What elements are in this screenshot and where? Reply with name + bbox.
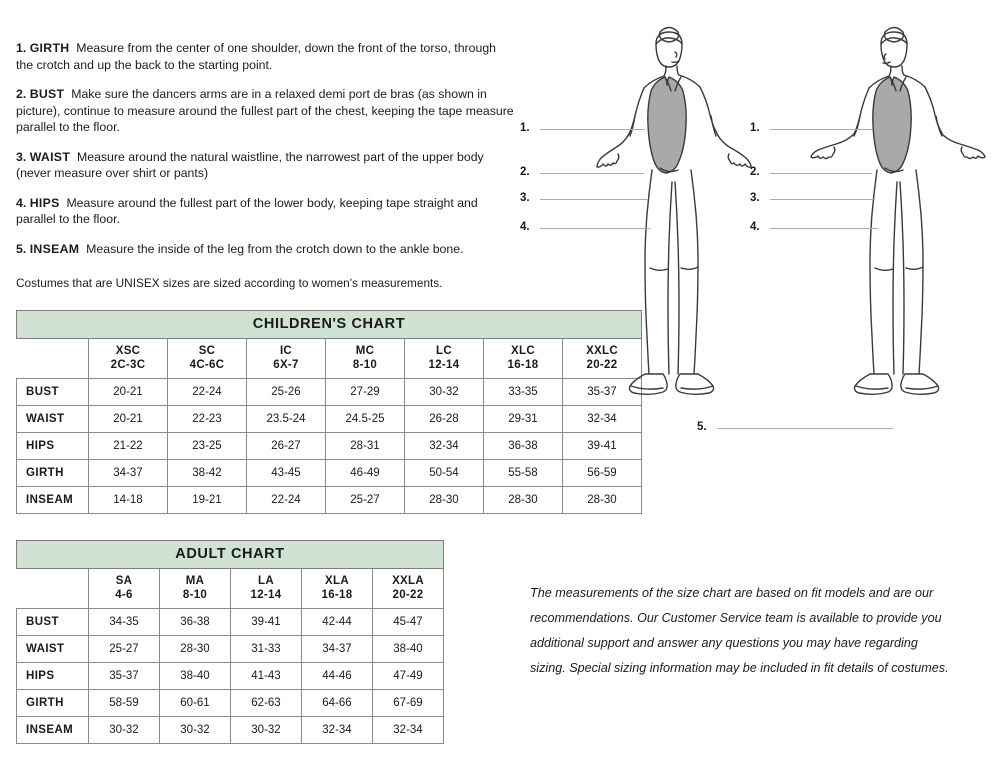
measurement-cell: 32-34 bbox=[373, 717, 444, 744]
callout-label-front-2: 2. bbox=[520, 166, 530, 178]
instruction-keyword: INSEAM bbox=[29, 241, 80, 256]
measurement-cell: 25-27 bbox=[89, 636, 160, 663]
measurement-cell: 35-37 bbox=[89, 663, 160, 690]
column-range: 4-6 bbox=[115, 588, 133, 601]
column-header bbox=[247, 339, 326, 379]
callout-line-back-4 bbox=[770, 228, 878, 229]
instruction-text: Measure around the fullest part of the lower body, keeping tape straight and parallel to the floor. bbox=[16, 195, 478, 227]
callout-label-front-4: 4. bbox=[520, 221, 530, 233]
instruction-item bbox=[16, 241, 516, 258]
instruction-text: Measure from the center of one shoulder, down the front of the torso, through the crotch and up the back to the starting point. bbox=[16, 41, 497, 72]
measurement-cell: 30-32 bbox=[89, 717, 160, 744]
callout-line-back-5 bbox=[717, 428, 893, 429]
column-range: 8-10 bbox=[182, 588, 208, 601]
measurement-cell: 41-43 bbox=[231, 663, 302, 690]
measurement-cell: 38-40 bbox=[160, 663, 231, 690]
callout-line-front-2 bbox=[540, 173, 644, 174]
measurement-cell: 28-31 bbox=[326, 433, 405, 460]
measurement-cell: 38-40 bbox=[373, 636, 444, 663]
measurement-cell: 30-32 bbox=[405, 379, 484, 406]
column-range: 2C-3C bbox=[110, 358, 146, 371]
measurement-cell: 22-24 bbox=[247, 487, 326, 514]
column-header bbox=[168, 339, 247, 379]
instruction-keyword: WAIST bbox=[29, 149, 71, 164]
row-label: INSEAM bbox=[17, 487, 89, 514]
measurement-cell: 30-32 bbox=[160, 717, 231, 744]
adult-chart-title: ADULT CHART bbox=[17, 541, 444, 569]
measurement-cell: 34-37 bbox=[89, 460, 168, 487]
column-range: 12-14 bbox=[428, 358, 460, 371]
measurement-cell: 28-30 bbox=[160, 636, 231, 663]
table-row bbox=[17, 663, 444, 690]
row-label: GIRTH bbox=[17, 690, 89, 717]
measurement-cell: 26-28 bbox=[405, 406, 484, 433]
callout-label-back-4: 4. bbox=[750, 221, 760, 233]
table-row bbox=[17, 487, 642, 514]
column-code: SA bbox=[115, 575, 133, 587]
measurement-cell: 20-21 bbox=[89, 406, 168, 433]
measurement-cell: 38-42 bbox=[168, 460, 247, 487]
column-header bbox=[373, 569, 444, 609]
chart-title-row bbox=[17, 541, 444, 569]
callout-line-back-2 bbox=[770, 173, 872, 174]
column-header bbox=[405, 339, 484, 379]
measurement-cell: 21-22 bbox=[89, 433, 168, 460]
instruction-number: 1. bbox=[16, 41, 27, 56]
callout-label-back-2: 2. bbox=[750, 166, 760, 178]
measurement-cell: 62-63 bbox=[231, 690, 302, 717]
measurement-cell: 14-18 bbox=[89, 487, 168, 514]
column-code: IC bbox=[279, 345, 293, 357]
row-label: GIRTH bbox=[17, 460, 89, 487]
measurement-cell: 44-46 bbox=[302, 663, 373, 690]
instruction-text: Measure around the natural waistline, the narrowest part of the upper body (never measure over shirt or pants) bbox=[16, 149, 484, 181]
dancer-figures-svg bbox=[515, 10, 1001, 480]
measurement-cell: 47-49 bbox=[373, 663, 444, 690]
column-code: XXLA bbox=[392, 575, 424, 587]
measurement-cell: 27-29 bbox=[326, 379, 405, 406]
column-range: 20-22 bbox=[392, 588, 424, 601]
measurement-diagram bbox=[515, 10, 1001, 480]
measurement-cell: 25-27 bbox=[326, 487, 405, 514]
chart-header-row bbox=[17, 569, 444, 609]
measurement-cell: 56-59 bbox=[563, 460, 642, 487]
column-code: LA bbox=[258, 575, 274, 587]
column-code: XXLC bbox=[586, 345, 618, 357]
instruction-text: Make sure the dancers arms are in a relaxed demi port de bras (as shown in picture), continue to measure around the fullest part of the chest, keeping the tape measure parallel to the floor. bbox=[16, 87, 514, 135]
instruction-item bbox=[16, 40, 516, 73]
measurement-cell: 20-21 bbox=[89, 379, 168, 406]
measurement-cell: 24.5-25 bbox=[326, 406, 405, 433]
measurement-cell: 36-38 bbox=[160, 609, 231, 636]
measurement-cell: 34-35 bbox=[89, 609, 160, 636]
callout-label-back-3: 3. bbox=[750, 192, 760, 204]
instruction-number: 5. bbox=[16, 241, 27, 256]
measurement-cell: 25-26 bbox=[247, 379, 326, 406]
callout-line-front-1 bbox=[540, 129, 645, 130]
measurement-cell: 22-24 bbox=[168, 379, 247, 406]
instruction-keyword: HIPS bbox=[29, 195, 60, 210]
measurement-cell: 46-49 bbox=[326, 460, 405, 487]
instruction-number: 4. bbox=[16, 195, 27, 210]
measurement-cell: 43-45 bbox=[247, 460, 326, 487]
instruction-item bbox=[16, 195, 516, 228]
column-code: SC bbox=[198, 345, 216, 357]
measurement-cell: 50-54 bbox=[405, 460, 484, 487]
instruction-number: 3. bbox=[16, 149, 27, 164]
column-header bbox=[89, 339, 168, 379]
column-range: 20-22 bbox=[586, 358, 618, 371]
row-label: INSEAM bbox=[17, 717, 89, 744]
measurement-cell: 39-41 bbox=[563, 433, 642, 460]
measurement-cell: 64-66 bbox=[302, 690, 373, 717]
measurement-cell: 67-69 bbox=[373, 690, 444, 717]
measurement-cell: 58-59 bbox=[89, 690, 160, 717]
header-corner-cell bbox=[17, 339, 89, 379]
callout-line-front-4 bbox=[540, 228, 650, 229]
measurement-cell: 22-23 bbox=[168, 406, 247, 433]
callout-label-front-1: 1. bbox=[520, 122, 530, 134]
row-label: WAIST bbox=[17, 636, 89, 663]
measurement-cell: 28-30 bbox=[484, 487, 563, 514]
measurement-cell: 19-21 bbox=[168, 487, 247, 514]
instructions-panel bbox=[16, 28, 516, 303]
measurement-cell: 23-25 bbox=[168, 433, 247, 460]
instruction-keyword: GIRTH bbox=[29, 41, 70, 56]
childrens-chart-title: CHILDREN'S CHART bbox=[17, 311, 642, 339]
column-range: 4C-6C bbox=[189, 358, 225, 371]
instruction-text: Measure the inside of the leg from the crotch down to the ankle bone. bbox=[86, 241, 464, 256]
column-code: XLA bbox=[325, 575, 349, 587]
callout-label-back-1: 1. bbox=[750, 122, 760, 134]
row-label: HIPS bbox=[17, 433, 89, 460]
column-range: 16-18 bbox=[507, 358, 539, 371]
measurement-cell: 45-47 bbox=[373, 609, 444, 636]
instruction-item bbox=[16, 149, 516, 182]
adult-size-chart bbox=[16, 540, 444, 744]
measurement-cell: 36-38 bbox=[484, 433, 563, 460]
column-header bbox=[160, 569, 231, 609]
column-range: 8-10 bbox=[352, 358, 378, 371]
measurement-cell: 32-34 bbox=[302, 717, 373, 744]
callout-label-front-3: 3. bbox=[520, 192, 530, 204]
measurement-cell: 30-32 bbox=[231, 717, 302, 744]
measurement-cell: 31-33 bbox=[231, 636, 302, 663]
column-header bbox=[326, 339, 405, 379]
column-header bbox=[302, 569, 373, 609]
header-corner-cell bbox=[17, 569, 89, 609]
table-row bbox=[17, 717, 444, 744]
callout-line-front-3 bbox=[540, 199, 648, 200]
table-row bbox=[17, 636, 444, 663]
measurement-cell: 28-30 bbox=[405, 487, 484, 514]
measurement-cell: 29-31 bbox=[484, 406, 563, 433]
row-label: WAIST bbox=[17, 406, 89, 433]
column-code: XSC bbox=[115, 345, 141, 357]
measurement-cell: 33-35 bbox=[484, 379, 563, 406]
measurement-cell: 60-61 bbox=[160, 690, 231, 717]
measurement-cell: 32-34 bbox=[405, 433, 484, 460]
measurement-cell: 35-37 bbox=[563, 379, 642, 406]
footnote-text: The measurements of the size chart are based on fit models and are our recommendations. Our Customer Service team is available to provide you additional support and answer any questions you may have regarding sizing. Special sizing information may be included in fit details of costumes. bbox=[530, 585, 949, 675]
row-label: BUST bbox=[17, 609, 89, 636]
column-code: MA bbox=[185, 575, 205, 587]
table-row bbox=[17, 609, 444, 636]
instruction-number: 2. bbox=[16, 87, 27, 102]
measurement-cell: 34-37 bbox=[302, 636, 373, 663]
measurement-cell: 26-27 bbox=[247, 433, 326, 460]
column-code: MC bbox=[355, 345, 375, 357]
measurement-cell: 32-34 bbox=[563, 406, 642, 433]
table-row bbox=[17, 690, 444, 717]
column-header bbox=[89, 569, 160, 609]
measurement-cell: 23.5-24 bbox=[247, 406, 326, 433]
measurement-cell: 55-58 bbox=[484, 460, 563, 487]
unisex-note: Costumes that are UNISEX sizes are sized according to women's measurements. bbox=[16, 276, 443, 291]
column-code: XLC bbox=[511, 345, 535, 357]
row-label: HIPS bbox=[17, 663, 89, 690]
column-header bbox=[231, 569, 302, 609]
measurement-cell: 28-30 bbox=[563, 487, 642, 514]
callout-line-back-1 bbox=[770, 129, 872, 130]
callout-label-back-5: 5. bbox=[697, 421, 707, 433]
instruction-item bbox=[16, 86, 516, 136]
measurement-cell: 42-44 bbox=[302, 609, 373, 636]
column-range: 6X-7 bbox=[273, 358, 299, 371]
column-code: LC bbox=[436, 345, 452, 357]
column-range: 12-14 bbox=[250, 588, 282, 601]
instruction-keyword: BUST bbox=[29, 87, 65, 102]
row-label: BUST bbox=[17, 379, 89, 406]
measurement-cell: 39-41 bbox=[231, 609, 302, 636]
callout-line-back-3 bbox=[770, 199, 875, 200]
column-range: 16-18 bbox=[321, 588, 353, 601]
